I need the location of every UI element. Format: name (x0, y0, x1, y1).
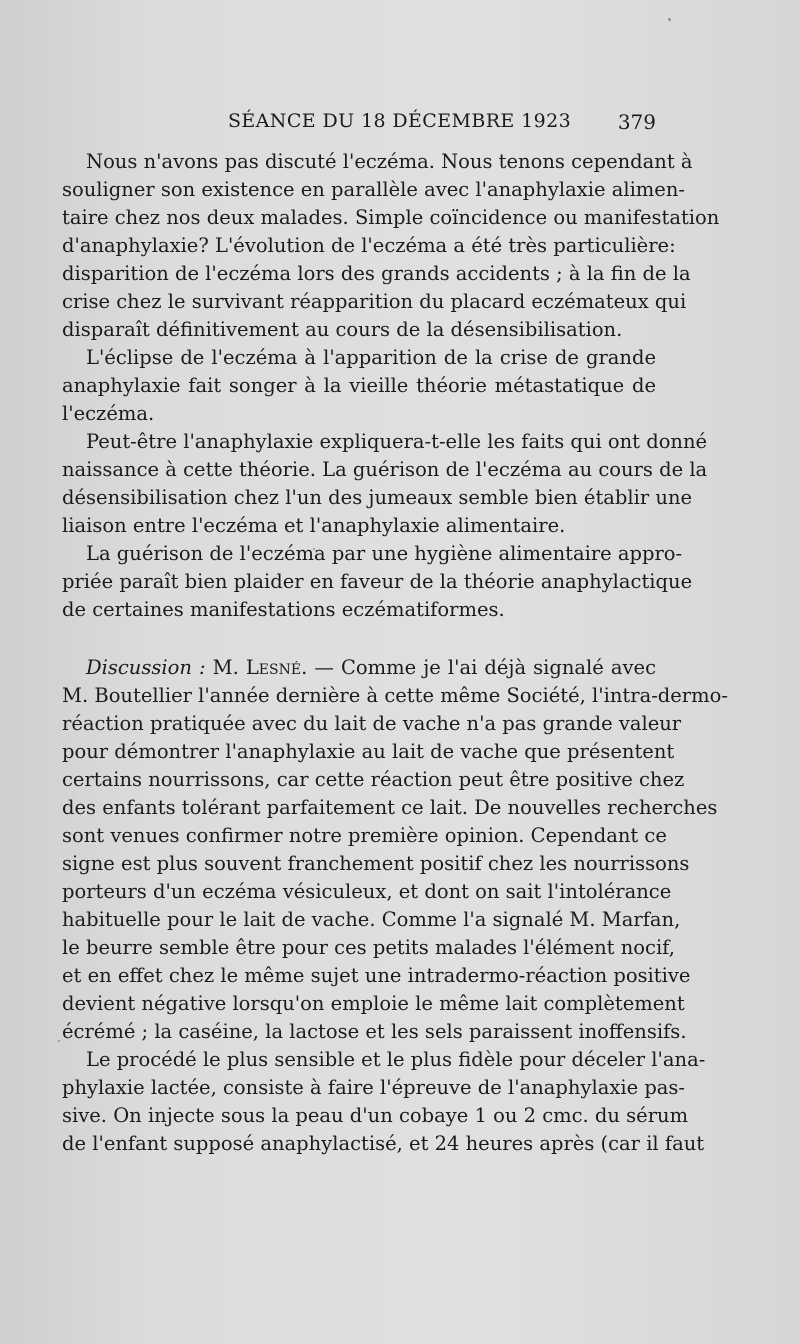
text-line: l'eczéma. (62, 402, 155, 425)
text-line: réaction pratiquée avec du lait de vache n'a pas grande valeur (62, 712, 682, 735)
text-line: de certaines manifestations eczématiformes. (62, 598, 505, 621)
text-line: liaison entre l'eczéma et l'anaphylaxie alimentaire. (62, 514, 566, 537)
discussion-label: Discussion : (86, 656, 206, 679)
paragraph-eczema-discussion (62, 148, 720, 344)
text-line: Peut-être l'anaphylaxie expliquera-t-elle les faits qui ont donné (86, 430, 708, 453)
text-line: Le procédé le plus sensible et le plus fidèle pour déceler l'ana- (86, 1048, 706, 1071)
text-line: disparition de l'eczéma lors des grands accidents ; à la fin de la (62, 262, 691, 285)
paragraph-gap (62, 624, 656, 654)
discussion-section (62, 654, 728, 1046)
text-line: écrémé ; la caséine, la lactose et les sels paraissent inoffensifs. (62, 1020, 687, 1043)
discussion-first-line (62, 654, 656, 682)
header-title: SÉANCE DU 18 DÉCEMBRE 1923 (228, 110, 572, 132)
text-line: sont venues confirmer notre première opinion. Cependant ce (62, 824, 667, 847)
text-line: M. Boutellier l'année dernière à cette même Société, l'intra-dermo- (62, 684, 728, 707)
text-line: et en effet chez le même sujet une intradermo-réaction positive (62, 964, 691, 987)
text-line: phylaxie lactée, consiste à faire l'épreuve de l'anaphylaxie pas- (62, 1076, 686, 1099)
page-number: 379 (617, 110, 656, 134)
text-line: devient négative lorsqu'on emploie le même lait complètement (62, 992, 685, 1015)
scan-speck (58, 1040, 60, 1042)
discussion-first-line-text: — Comme je l'ai déjà signalé avec (314, 656, 657, 679)
text-line: Nous n'avons pas discuté l'eczéma. Nous tenons cependant à (86, 150, 693, 173)
paragraph-theory (62, 428, 708, 540)
text-line: sive. On injecte sous la peau d'un cobaye 1 ou 2 cmc. du sérum (62, 1104, 689, 1127)
text-line: anaphylaxie fait songer à la vieille théorie métastatique de (62, 374, 656, 397)
running-header (62, 108, 656, 138)
text-line: priée paraît bien plaider en faveur de la théorie anaphylactique (62, 570, 693, 593)
paragraph-eclipse (62, 344, 656, 428)
text-line: habituelle pour le lait de vache. Comme l'a signalé M. Marfan, (62, 908, 681, 931)
text-line: crise chez le survivant réapparition du placard eczémateux qui (62, 290, 687, 313)
text-line: souligner son existence en parallèle avec l'anaphylaxie alimen- (62, 178, 685, 201)
paragraph-procedure (62, 1046, 706, 1158)
text-line: d'anaphylaxie? L'évolution de l'eczéma a été très particulière: (62, 234, 676, 257)
scan-speck (668, 18, 671, 21)
text-line: naissance à cette théorie. La guérison de l'eczéma au cours de la (62, 458, 708, 481)
text-line: porteurs d'un eczéma vésiculeux, et dont on sait l'intolérance (62, 880, 672, 903)
discussion-speaker: M. Lesné. (212, 656, 308, 679)
text-line: pour démontrer l'anaphylaxie au lait de vache que présentent (62, 740, 675, 763)
text-line: La guérison de l'eczéma par une hygiène alimentaire appro- (86, 542, 683, 565)
text-line: disparaît définitivement au cours de la désensibilisation. (62, 318, 623, 341)
text-line: certains nourrissons, car cette réaction peut être positive chez (62, 768, 685, 791)
text-line: des enfants tolérant parfaitement ce lait. De nouvelles recherches (62, 796, 718, 819)
text-line: le beurre semble être pour ces petits malades l'élément nocif, (62, 936, 675, 959)
text-line: L'éclipse de l'eczéma à l'apparition de la crise de grande (86, 346, 656, 369)
text-line: taire chez nos deux malades. Simple coïncidence ou manifestation (62, 206, 720, 229)
text-line: de l'enfant supposé anaphylactisé, et 24 heures après (car il faut (62, 1132, 705, 1155)
text-line: désensibilisation chez l'un des jumeaux semble bien établir une (62, 486, 693, 509)
paragraph-hygiene (62, 540, 693, 624)
body-text (62, 148, 728, 1158)
text-line: signe est plus souvent franchement positif chez les nourrissons (62, 852, 690, 875)
